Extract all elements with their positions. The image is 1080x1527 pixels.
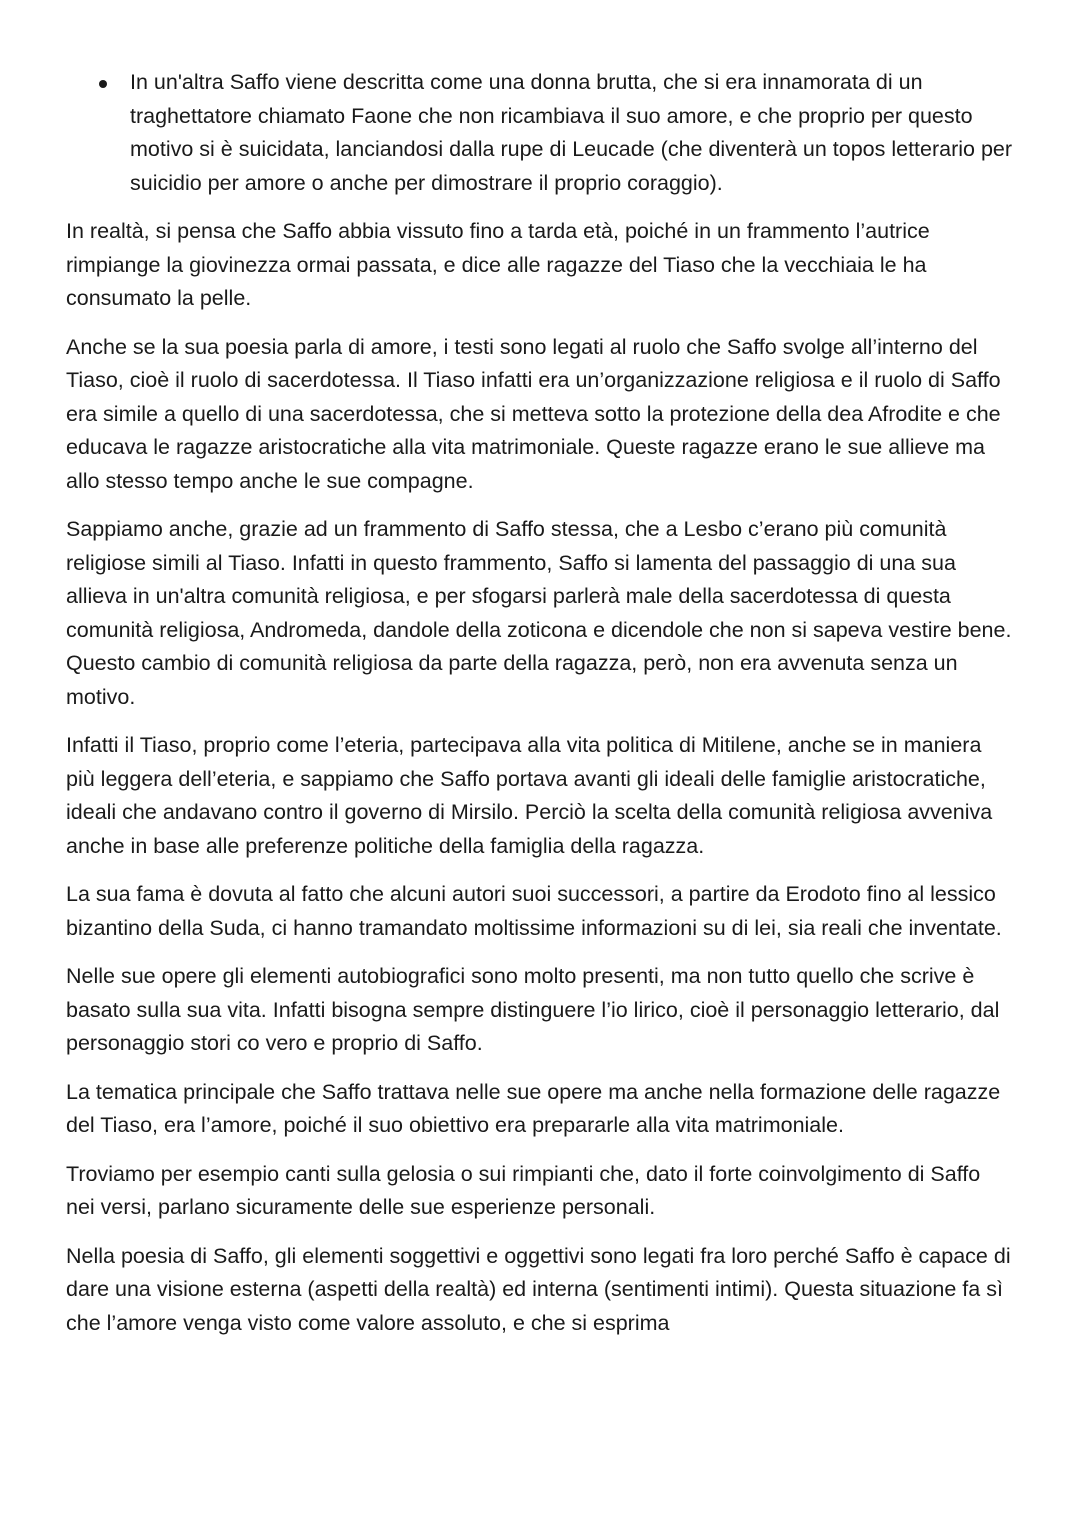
paragraph: Troviamo per esempio canti sulla gelosia o sui rimpianti che, dato il forte coinvolgimento di Saffo nei versi, parlano sicuramente delle sue esperienze personali. [66, 1161, 981, 1219]
paragraph: Infatti il Tiaso, proprio come l’eteria, partecipava alla vita politica di Mitilene, anche se in maniera più leggera dell’eteria, e sappiamo che Saffo portava avanti gli ideali delle famiglie aristocratiche, ideali che andavano contro il governo di Mirsilo. Perciò la scelta della comunità religiosa avveniva anche in base alle preferenze politiche della famiglia della ragazza. [66, 733, 993, 858]
bullet-item [66, 66, 1014, 200]
paragraph: Nella poesia di Saffo, gli elementi soggettivi e oggettivi sono legati fra loro perché Saffo è capace di dare una visione esterna (aspetti della realtà) ed interna (sentimenti intimi). Questa situazione fa sì che l’amore venga visto come valore assoluto, e che si esprima [66, 1243, 1011, 1335]
bullet-dot-icon [99, 80, 107, 88]
paragraph: Sappiamo anche, grazie ad un frammento di Saffo stessa, che a Lesbo c’erano più comunità religiose simili al Tiaso. Infatti in questo frammento, Saffo si lamenta del passaggio di una sua allieva in un'altra comunità religiosa, e per sfogarsi parlerà male della sacerdotessa di questa comunità religiosa, Andromeda, dandole della zoticona e dicendole che non si sapeva vestire bene. Questo cambio di comunità religiosa da parte della ragazza, però, non era avvenuta senza un motivo. [66, 517, 1012, 709]
paragraph: La tematica principale che Saffo trattava nelle sue opere ma anche nella formazione delle ragazze del Tiaso, era l’amore, poiché il suo obiettivo era prepararle alla vita matrimoniale. [66, 1079, 1001, 1137]
paragraph: Anche se la sua poesia parla di amore, i testi sono legati al ruolo che Saffo svolge all’interno del Tiaso, cioè il ruolo di sacerdotessa. Il Tiaso infatti era un’organizzazione religiosa e il ruolo di Saffo era simile a quello di una sacerdotessa, che si metteva sotto la protezione della dea Afrodite e che educava le ragazze aristocratiche alla vita matrimoniale. Queste ragazze erano le sue allieve ma allo stesso tempo anche le sue compagne. [66, 334, 1001, 493]
bullet-text: In un'altra Saffo viene descritta come una donna brutta, che si era innamorata di un traghettatore chiamato Faone che non ricambiava il suo amore, e che proprio per questo motivo si è suicidata, lanciandosi dalla rupe di Leucade (che diventerà un topos letterario per suicidio per amore o anche per dimostrare il proprio coraggio). [130, 70, 1013, 195]
paragraph: Nelle sue opere gli elementi autobiografici sono molto presenti, ma non tutto quello che scrive è basato sulla sua vita. Infatti bisogna sempre distinguere l’io lirico, cioè il personaggio letterario, dal personaggio stori co vero e proprio di Saffo. [66, 964, 1000, 1055]
document-page [66, 66, 1014, 1355]
paragraph: In realtà, si pensa che Saffo abbia vissuto fino a tarda età, poiché in un frammento l’autrice rimpiange la giovinezza ormai passata, e dice alle ragazze del Tiaso che la vecchiaia le ha consumato la pelle. [66, 219, 930, 310]
bullet-list [66, 66, 1014, 200]
paragraph: La sua fama è dovuta al fatto che alcuni autori suoi successori, a partire da Erodoto fino al lessico bizantino della Suda, ci hanno tramandato moltissime informazioni su di lei, sia reali che inventate. [66, 882, 1002, 940]
